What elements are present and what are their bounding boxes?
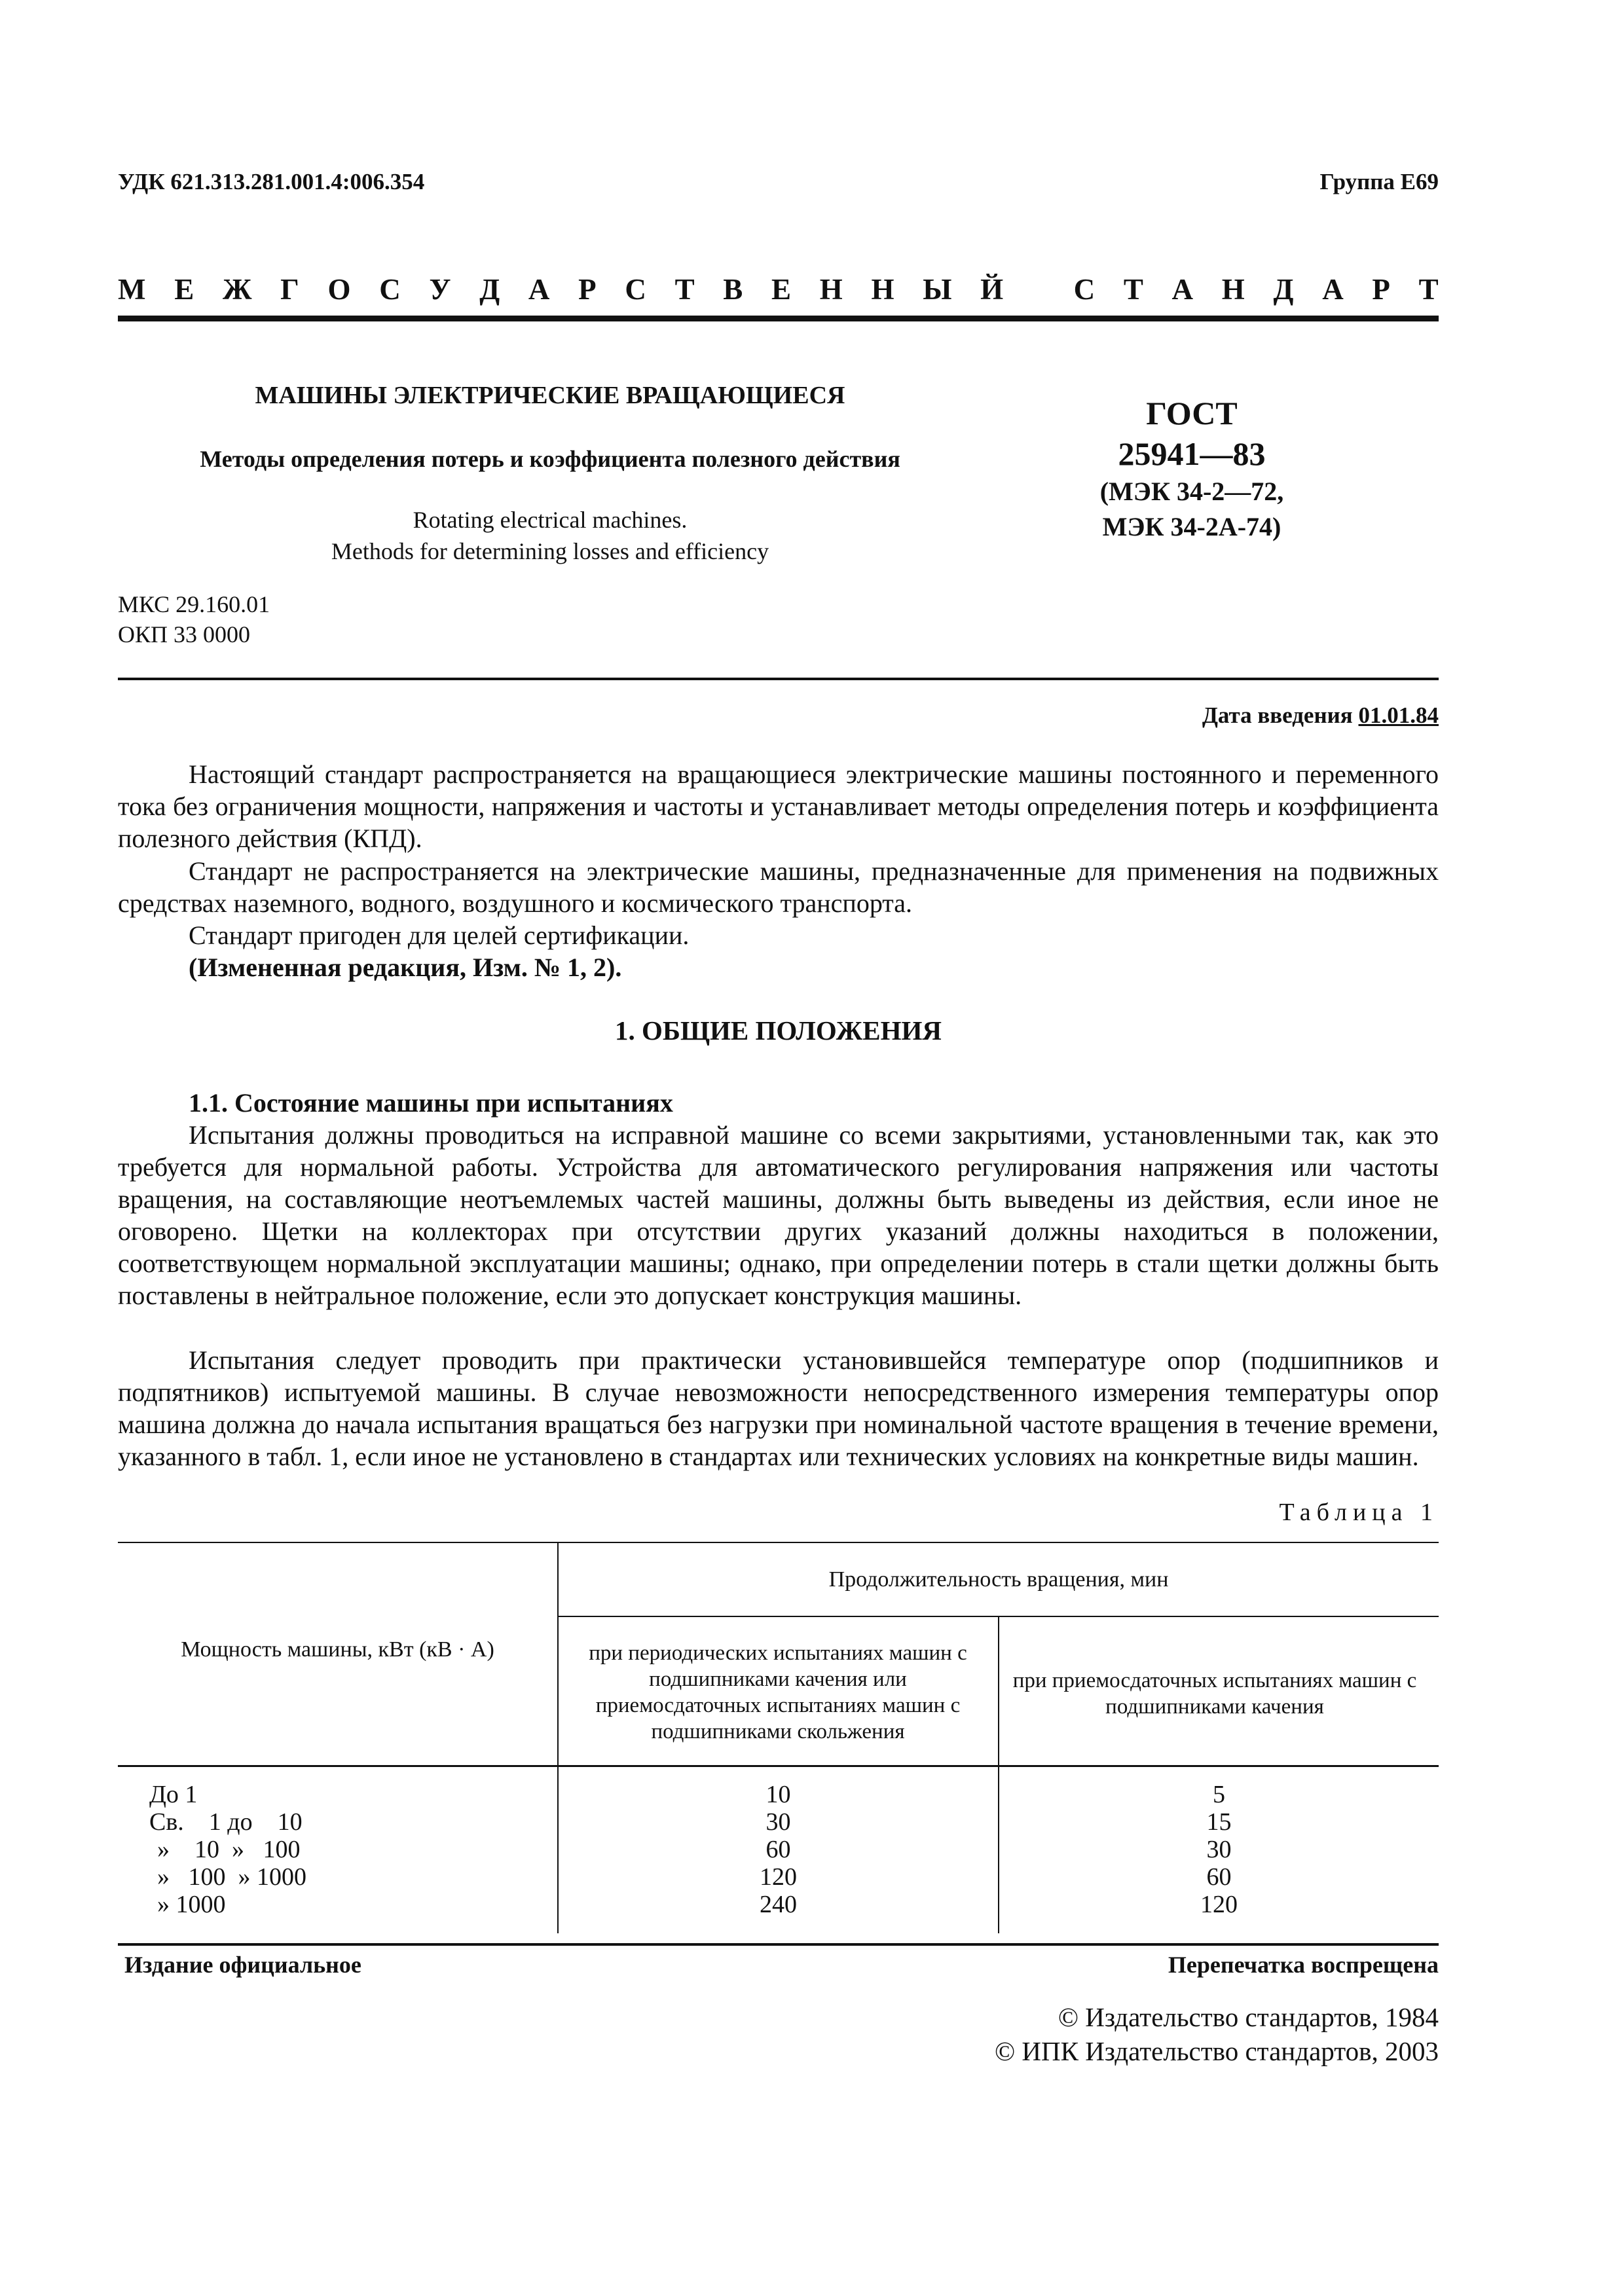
table-cell: » 10 » 100 <box>157 1836 301 1863</box>
heading-word-gap <box>1032 272 1045 306</box>
heading-letter: М <box>118 273 146 306</box>
classification-codes <box>118 589 270 649</box>
table-cell: 5 <box>1213 1781 1225 1808</box>
table-caption: Таблица 1 <box>1279 1499 1439 1526</box>
iec-reference-2: МЭК 34-2А-74) <box>1102 512 1281 541</box>
paragraph-scope: Настоящий стандарт распространяется на вращающиеся электрические машины постоянного и переменного тока без ограничения мощности, напряжения и частоты и устанавливает методы определения потерь и коэффициента полезного действия (КПД). <box>118 759 1439 853</box>
table-col-periodic <box>559 1781 998 1918</box>
table-header-periodic: при периодических испытаниях машин с подшипниками качения или приемосдаточных испытаниях машин с подшипниками скольжения <box>589 1641 967 1743</box>
paragraph-amendment: (Измененная редакция, Изм. № 1, 2). <box>189 953 622 982</box>
introduction-date-label: Дата введения <box>1202 702 1353 728</box>
table-cell: 30 <box>765 1808 791 1836</box>
heading-letter: Ж <box>222 273 252 306</box>
mks-code: МКС 29.160.01 <box>118 591 270 617</box>
table-header-duration: Продолжительность вращения, мин <box>828 1567 1169 1592</box>
heading-letter: Е <box>771 273 792 306</box>
table-cell: 60 <box>765 1836 791 1863</box>
english-title-line-2: Methods for determining losses and efficiency <box>331 538 769 564</box>
gost-label: ГОСТ <box>1146 395 1238 431</box>
heading-letter: Т <box>674 273 695 306</box>
heading-letter: А <box>1171 273 1194 306</box>
heading-letter: Т <box>1418 273 1439 306</box>
table-col-power <box>149 1781 542 1918</box>
table-cell: » 100 » 1000 <box>157 1863 306 1891</box>
introduction-date <box>1202 702 1439 729</box>
heading-letter: Г <box>280 273 299 306</box>
table-cell: Св. 1 до 10 <box>149 1808 303 1836</box>
copyright-line-2: © ИПК Издательство стандартов, 2003 <box>994 2036 1439 2066</box>
heading-letter: Д <box>1273 273 1294 306</box>
table-header-acceptance: при приемосдаточных испытаниях машин с подшипниками качения <box>1012 1669 1417 1719</box>
english-title-line-1: Rotating electrical machines. <box>413 507 688 533</box>
heading-letter: О <box>327 273 351 306</box>
table-header-power: Мощность машины, кВт (кВ · А) <box>181 1637 494 1662</box>
copyright-block <box>995 2000 1439 2068</box>
table-cell: » 1000 <box>157 1891 226 1918</box>
heading-letter: В <box>723 273 743 306</box>
group-code: Группа Е69 <box>1319 169 1439 194</box>
heading-letter: С <box>625 273 646 306</box>
footer-rule <box>118 1943 1439 1946</box>
gost-designation <box>1002 393 1382 545</box>
interstate-standard-heading <box>118 272 1439 306</box>
heading-letter: Р <box>578 273 597 306</box>
english-title <box>118 504 982 567</box>
udk-code: УДК 621.313.281.001.4:006.354 <box>118 169 425 194</box>
heading-letter: А <box>1322 273 1344 306</box>
copyright-line-1: © Издательство стандартов, 1984 <box>1058 2002 1439 2032</box>
heading-rule <box>118 316 1439 321</box>
heading-letter: С <box>1073 273 1096 306</box>
heading-letter: Н <box>1221 273 1245 306</box>
table-cell: 10 <box>765 1781 791 1808</box>
subsection-heading: 1.1. Состояние машины при испытаниях <box>189 1088 673 1118</box>
section-heading: 1. ОБЩИЕ ПОЛОЖЕНИЯ <box>615 1015 942 1046</box>
introduction-date-value: 01.01.84 <box>1358 702 1439 728</box>
table-cell: 120 <box>1200 1891 1238 1918</box>
paragraph-temperature: Испытания следует проводить при практически установившейся температуре опор (подшипников и подпятников) испытуемой машины. В случае невозможности непосредственного измерения температуры опор машина должна до начала испытания вращаться без нагрузки при номинальной частоте вращения в течение времени, указанного в табл. 1, если иное не установлено в стандартах или технических условиях на конкретные виды машин. <box>118 1345 1439 1471</box>
gost-number: 25941—83 <box>1118 435 1266 472</box>
table-cell: 60 <box>1206 1863 1232 1891</box>
reprint-prohibited-note: Перепечатка воспрещена <box>1168 1952 1439 1978</box>
title-rule <box>118 678 1439 680</box>
heading-letter: Й <box>980 273 1004 306</box>
heading-letter: А <box>528 273 550 306</box>
heading-letter: Т <box>1123 273 1143 306</box>
standard-title: МАШИНЫ ЭЛЕКТРИЧЕСКИЕ ВРАЩАЮЩИЕСЯ <box>255 382 845 409</box>
table-cell: 30 <box>1206 1836 1232 1863</box>
heading-letter: Е <box>174 273 194 306</box>
table-top-rule <box>118 1542 1439 1543</box>
table-cell: До 1 <box>149 1781 198 1808</box>
table-col-acceptance <box>999 1781 1439 1918</box>
table-header-rule <box>118 1765 1439 1767</box>
standard-subtitle: Методы определения потерь и коэффициента полезного действия <box>200 446 900 472</box>
heading-letter: Ы <box>923 273 952 306</box>
table-cell: 120 <box>760 1863 797 1891</box>
heading-letter: Н <box>871 273 894 306</box>
official-edition-note: Издание официальное <box>124 1952 361 1978</box>
heading-letter: Д <box>479 273 500 306</box>
heading-letter: Н <box>819 273 843 306</box>
paragraph-exclusion: Стандарт не распространяется на электрические машины, предназначенные для применения на подвижных средствах наземного, водного, воздушного и космического транспорта. <box>118 856 1439 918</box>
table-cell: 240 <box>760 1891 797 1918</box>
iec-reference-1: (МЭК 34-2—72, <box>1099 477 1284 506</box>
table-cell: 15 <box>1206 1808 1232 1836</box>
heading-letter: Р <box>1372 273 1390 306</box>
paragraph-certification: Стандарт пригоден для целей сертификации. <box>189 920 690 950</box>
heading-letter: С <box>379 273 401 306</box>
okp-code: ОКП 33 0000 <box>118 621 251 647</box>
paragraph-test-state: Испытания должны проводиться на исправной машине со всеми закрытиями, установленными так, как это требуется для нормальной работы. Устройства для автоматического регулирования напряжения или частоты вращения, на составляющие неотъемлемых частей машины, должны быть выведены из действия, если иное не оговорено. Щетки на коллекторах при отсутствии других указаний должны находиться в положении, соответствующем нормальной эксплуатации машины; однако, при определении потерь в стали щетки должны быть поставлены в нейтральное положение, если это допускает конструкция машины. <box>118 1120 1439 1310</box>
heading-letter: У <box>429 273 451 306</box>
